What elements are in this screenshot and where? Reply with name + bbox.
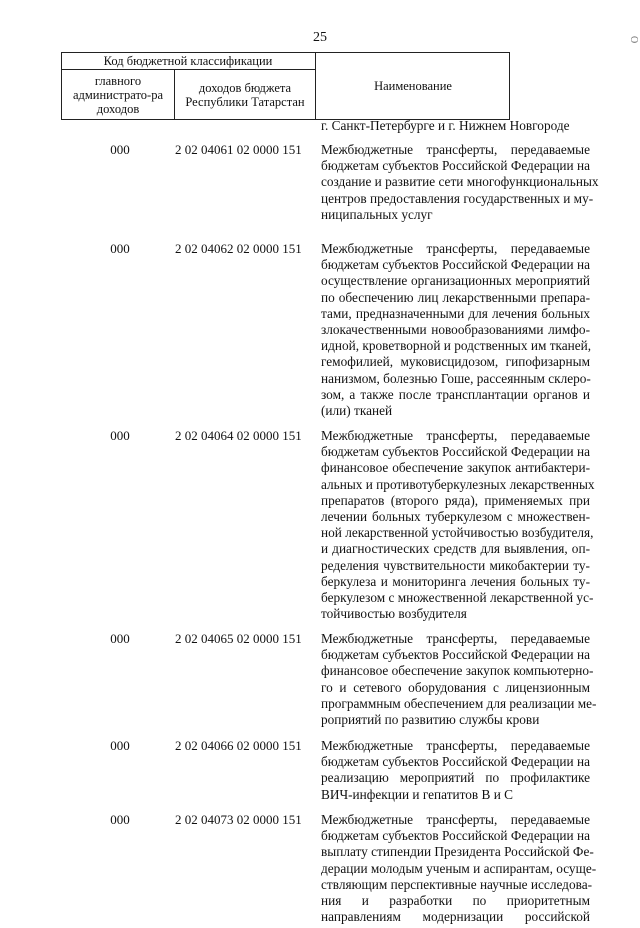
description-line: нанизмом, болезнью Гоше, рассеянным склеро- — [321, 370, 591, 386]
header-admin-column: главного администрато-ра доходов — [72, 73, 164, 116]
description-line: ствляющим перспективные научные исследова- — [321, 876, 593, 892]
corner-mark: О — [628, 36, 639, 44]
description-line: финансовое обеспечение закупок компьютерно- — [321, 663, 594, 679]
description-line: Межбюджетные трансферты, передаваемые — [321, 738, 590, 753]
description-line: альных и противотуберкулезных лекарственных — [321, 476, 595, 492]
description-line: осуществление организационных мероприятий — [321, 273, 590, 289]
description-line: препаратов (второго ряда), применяемых при — [321, 492, 590, 508]
description-line: беркулеза и мониторинга лечения больных ту- — [321, 573, 590, 589]
admin-code: 000 — [110, 812, 130, 827]
description-line: Межбюджетные трансферты, передаваемые — [321, 812, 590, 827]
description-line: реализацию мероприятий по профилактике — [321, 770, 590, 786]
description-line: тами, предназначенными для лечения больных — [321, 305, 590, 321]
description-line: беркулезом с множественной лекарственной ус- — [321, 589, 594, 605]
description-line: лечении больных туберкулезом с множествен- — [321, 508, 590, 524]
description-line: Межбюджетные трансферты, передаваемые — [321, 241, 590, 256]
row-description — [321, 142, 599, 223]
description-line: ВИЧ-инфекции и гепатитов В и С — [321, 786, 514, 802]
admin-code: 000 — [110, 142, 130, 157]
description-line: ниципальных услуг — [321, 206, 433, 222]
row-description — [321, 738, 590, 803]
income-code: 2 02 04062 02 0000 151 — [175, 241, 302, 256]
admin-code: 000 — [110, 631, 130, 646]
description-line: роприятий по развитию службы крови — [321, 711, 540, 727]
description-line: программным обеспечением для реализации ме- — [321, 695, 597, 711]
table-header — [61, 52, 510, 120]
description-line: бюджетам субъектов Российской Федерации на — [321, 257, 590, 273]
description-line: центров предоставления государственных и му- — [321, 190, 594, 206]
description-line: бюджетам субъектов Российской Федерации на — [321, 828, 590, 844]
admin-code: 000 — [110, 241, 130, 256]
income-code: 2 02 04061 02 0000 151 — [175, 142, 302, 157]
description-line: ной лекарственной устойчивостью возбудителя, — [321, 525, 594, 541]
description-line: Межбюджетные трансферты, передаваемые — [321, 428, 590, 443]
admin-code: 000 — [110, 428, 130, 443]
table-row — [0, 738, 640, 812]
income-code: 2 02 04065 02 0000 151 — [175, 631, 302, 646]
description-line: идной, кроветворной и родственных им тканей, — [321, 338, 592, 354]
description-line: бюджетам субъектов Российской Федерации на — [321, 754, 590, 770]
table-row — [0, 142, 640, 241]
description-line: зом, а также после трансплантации органов и — [321, 386, 590, 402]
description-line: злокачественными новообразованиями лимфо- — [321, 321, 590, 337]
income-code: 2 02 04066 02 0000 151 — [175, 738, 302, 753]
row-description — [321, 631, 597, 728]
description-line: направлениям модернизации российской — [321, 909, 590, 925]
description-line: финансовое обеспечение закупок антибактери- — [321, 460, 590, 476]
row-description — [321, 118, 590, 134]
description-line: выплату стипендии Президента Российской Фе- — [321, 844, 594, 860]
description-line: ределения чувствительности микобактерии ту- — [321, 557, 590, 573]
description-line: г. Санкт-Петербурге и г. Нижнем Новгороде — [321, 118, 570, 133]
description-line: и диагностических средств для выявления, оп- — [321, 541, 590, 557]
table-row — [0, 118, 640, 138]
header-name-column: Наименование — [374, 79, 452, 93]
description-line: Межбюджетные трансферты, передаваемые — [321, 631, 590, 646]
admin-code: 000 — [110, 738, 130, 753]
row-description — [321, 241, 590, 419]
description-line: Межбюджетные трансферты, передаваемые — [321, 142, 590, 157]
table-row — [0, 812, 640, 928]
description-line: гемофилией, муковисцидозом, гипофизарным — [321, 354, 590, 370]
description-line: по обеспечению лиц лекарственными препара- — [321, 289, 590, 305]
description-line: бюджетам субъектов Российской Федерации на — [321, 647, 590, 663]
description-line: бюджетам субъектов Российской Федерации на — [321, 444, 590, 460]
description-line: тойчивостью возбудителя — [321, 606, 467, 622]
income-code: 2 02 04073 02 0000 151 — [175, 812, 302, 827]
table-body — [0, 118, 640, 928]
table-row — [0, 428, 640, 631]
description-line: (или) тканей — [321, 402, 393, 418]
row-description — [321, 812, 597, 925]
income-code: 2 02 04064 02 0000 151 — [175, 428, 302, 443]
description-line: дерации молодым ученым и аспирантам, осуще- — [321, 860, 597, 876]
description-line: создание и развитие сети многофункциональных — [321, 174, 599, 190]
header-income-column: доходов бюджета Республики Татарстан — [185, 80, 305, 109]
header-group-title: Код бюджетной классификации — [103, 54, 273, 68]
table-row — [0, 631, 640, 738]
table-row — [0, 241, 640, 428]
description-line: бюджетам субъектов Российской Федерации на — [321, 158, 590, 174]
description-line: ния и разработки по приоритетным — [321, 892, 590, 908]
description-line: го и сетевого оборудования с лицензионным — [321, 679, 590, 695]
row-description — [321, 428, 595, 622]
page-number: 25 — [313, 30, 327, 45]
